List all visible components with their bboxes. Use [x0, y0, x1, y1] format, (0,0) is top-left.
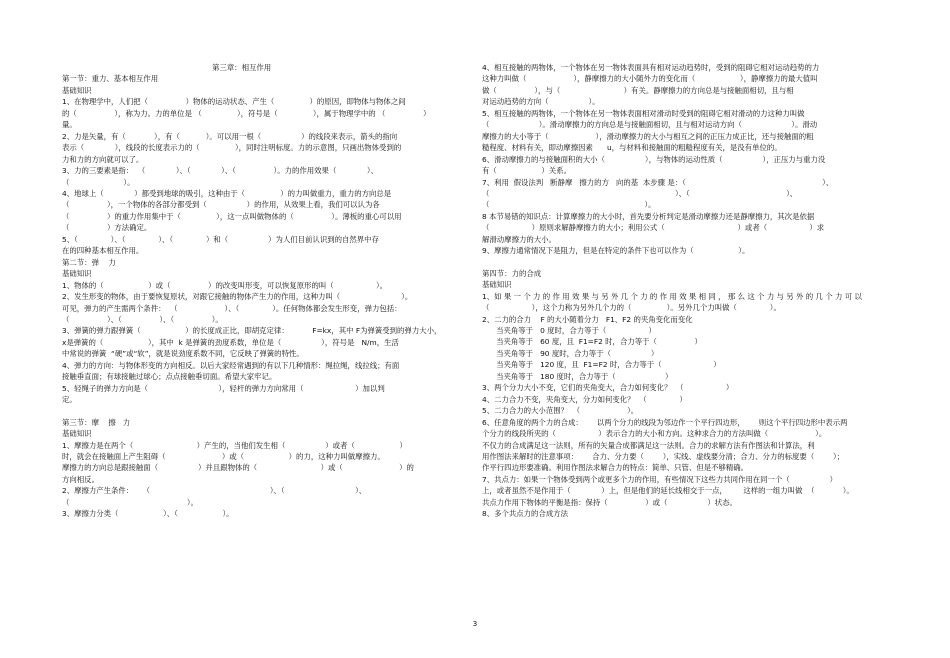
text-line: 力和力的方向就可以了。 [62, 154, 144, 164]
left-column [62, 62, 472, 520]
text-line: 接触垂直面；有球接触过球心；点点接触垂切面。希望大家牢记。 [62, 372, 277, 382]
text-line: 基础知识 [62, 429, 92, 439]
text-line: （ ）、（ ）、（ ）。 [62, 314, 223, 324]
text-line: 做（ ），与（ ）有关。静摩擦力的方向总是与接触面相切，且与相 [482, 85, 794, 95]
text-line: 当夹角等于 0 度时，合力等于（ ） [482, 325, 656, 335]
text-line: 上，或者虽然不是作用于（ ）上，但是他们的延长线相交于一点， 这样的一组力叫做 （ ）。 [482, 486, 854, 496]
text-line: 中常说的弹簧 “硬”或“软”，就是说劲度系数不同，它反映了弹簧的特性。 [62, 349, 304, 359]
text-line: 2、力是矢量，有（ ），有（ ）。可以用一根（ ）的线段来表示，箭头的指向 [62, 131, 398, 141]
text-line: 2、二力的合力 F 的大小随着分力 F1、F2 的夹角变化而变化 [482, 314, 693, 324]
text-line: 这种力叫做（ ），静摩擦力的大小随外力的变化而（ ），静摩擦力的最大值叫 [482, 74, 818, 84]
text-line: 量。 [62, 120, 77, 130]
text-line: 个分力的线段所夹的（ ）表示合力的大小和方向。这种求合力的方法叫做（ ）。 [482, 429, 827, 439]
text-line: 8、多个共点力的合成方法 [482, 509, 569, 519]
text-line: 第一节：重力、基本相互作用 [62, 74, 159, 84]
text-line: 作平行四边形要准确。利用作图法求解合力的特点：简单、只管、但是不够精确。 [482, 463, 749, 473]
text-line: 第四节：力的合成 [482, 268, 542, 278]
text-line: 3、力的三要素是指： （ ）、（ ）、（ ）。力的作用效果（ ）、 [62, 166, 378, 176]
text-line: 7、共点力：如果一个物体受到两个或更多个力的作用，有些情况下这些力共同作用在同一个（ ） [482, 474, 838, 484]
text-line: 3、摩擦力分类（ ）、（ ）。 [62, 509, 234, 519]
text-line: 第二节：弹 力 [62, 257, 116, 267]
text-line: （ ）原则求解静摩擦力的大小；利用公式（ ）或者（ ）求 [482, 223, 825, 233]
text-line: 当夹角等于 90 度时，合力等于（ ） [482, 348, 659, 358]
chapter-title: 第三章：相互作用 [212, 63, 272, 72]
page-number: 3 [472, 620, 478, 628]
text-line: 用作图法来解时的注意事项： 合力、分力要（ ），实线、虚线要分清；合力、分力的标度要（ ）； [482, 451, 845, 461]
text-line: x是弹簧的（ ），其中 k 是弹簧的劲度系数，单位是（ ），符号是 N/m，生活 [62, 337, 399, 347]
text-line: 5、轻绳子的弹力方向是（ ），轻杆的弹力方向常用（ ）加以判 [62, 383, 385, 393]
text-line: 5、二力合力的大小范围？ （ ）。 [482, 406, 639, 416]
text-line: 4、相互接触的两物体，一个物体在另一物体表面具有相对运动趋势时，受到的阻碍它相对运动趋势的力 [482, 63, 820, 72]
text-line: （ ），一个物体的各部分都受到（ ）的作用，从效果上看，我们可以认为各 [62, 200, 380, 210]
text-line: 4、地球上（ ）都受到地球的吸引，这种由于（ ）的力叫做重力，重力的方向总是 [62, 188, 392, 198]
text-line: 1、物体的（ ）或（ ）的改变叫形变，可以恢复原形的叫（ ）。 [62, 280, 388, 290]
text-line: 第三节：摩 擦 力 [62, 417, 131, 427]
text-line: 基础知识 [62, 269, 92, 279]
text-line: 4、弹力的方向：与物体形变的方向相反。以后大家经常遇到的有以下几种情形：绳拉绳，线拉线；有面 [62, 360, 400, 370]
text-line: （ ）。滑动摩擦力的方向总是与接触面相切，且与相对运动方向（ ）。滑动 [482, 120, 818, 130]
text-line: （ ）。 [62, 177, 135, 187]
text-line: （ ）方法确定。 [62, 223, 152, 233]
text-line: 6、滑动摩擦力的与接触面积的大小（ ），与物体的运动性质（ ），正压力与重力没 [482, 154, 826, 164]
text-line: 糙程度、材料有关，即动摩擦因素 u，与材料和接触面的粗糙程度有关，是没有单位的。 [482, 143, 782, 153]
text-line: （ ），这个力称为另外几个力的（ ）。另外几个力叫做（ ）。 [482, 303, 781, 313]
text-line: 2、发生形变的物体，由于要恢复原状，对跟它接触的物体产生力的作用，这种力叫（ ）。 [62, 292, 413, 302]
text-line: 对运动趋势的方向（ ）。 [482, 97, 600, 107]
text-line: 9、摩擦力通常情况下是阻力，但是在特定的条件下也可以作为（ ）。 [482, 246, 750, 256]
text-line: 5、（ ）、（ ）、（ ）和（ ）为人们目前认识到的自然界中存 [62, 234, 379, 244]
text-line: 当夹角等于 120 度，且 F1=F2 时，合力等于（ ） [482, 360, 721, 370]
text-line: （ ）、（ ）、 [482, 188, 798, 198]
text-line: 定。 [62, 395, 77, 405]
text-line: （ ）的重力作用集中于（ ），这一点叫做物体的（ ）。薄板的重心可以用 [62, 211, 402, 221]
spacer [482, 257, 892, 268]
right-column [482, 62, 892, 520]
text-line: （ ）。 [62, 497, 198, 507]
text-line: 基础知识 [62, 85, 92, 95]
text-line: 可见，弹力的产生需两个条件： （ ）、（ ）。任何物体都会发生形变，弹力包括： [62, 303, 402, 313]
text-line: 有（ ）关系。 [482, 166, 571, 176]
text-line: 2、摩擦力产生条件： （ ）、（ ）、 [62, 486, 367, 496]
text-line: 在的四种基本相互作用。 [62, 246, 144, 256]
text-line: 基础知识 [482, 280, 512, 290]
text-line: 5、相互接触的两物体，一个物体在另一物体表面相对滑动时受到的阻碍它相对滑动的力这种力叫做 [482, 108, 805, 118]
text-line: 1、摩擦力是在两个（ ）产生的，当他们发生相（ ）或者（ ） [62, 440, 407, 450]
text-line: 表示（ ），线段的长度表示力的（ ），同时注明标度。力的示意图，只画出物体受到的 [62, 143, 402, 153]
text-line: 方向相反。 [62, 474, 99, 484]
text-line: 1、在物理学中，人们把（ ）物体的运动状态、产生（ ）的原因，即物体与物体之间 [62, 97, 406, 107]
text-line: 3、两个分力大小不变，它们的夹角变大，合力如何变化？ （ ） [482, 383, 734, 393]
text-line: 6、任意角度的两个力的合成： 以两个分力的线段为邻边作一个平行四边形， 则这个平行四边形中表示两 [482, 417, 848, 427]
text-line: 1、如 果 一 个 力 的 作 用 效 果 与 另 外 几 个 力 的 作 用 效 果 相 同 ， 那 么 这 个 力 与 另 外 的 几 个 力 可 以 [482, 291, 862, 301]
text-line: 7、利用 假设法判 断静摩 擦力的方 向的基 本步骤 是：（ ）、 [482, 177, 834, 187]
text-line: 摩擦力的大小等于（ ），滑动摩擦力的大小与相互之间的正压力成正比，还与接触面的粗 [482, 131, 814, 141]
text-line: 不仅力的合成满足这一法则，所有的矢量合成都满足这一法则。合力的求解方法有作图法和计算法，利 [482, 440, 815, 450]
text-line: 共点力作用下物体的平衡是指：保持（ ）或（ ）状态。 [482, 497, 737, 507]
text-line: 的（ ），称为力。力的单位是 （ ），符号是（ ），属于物理学中的 （ ） [62, 108, 431, 118]
text-line: 3、弹簧的弹力跟弹簧（ ）的长度成正比，即胡克定律： F=kx，其中 F为弹簧受到的弹力大小， [62, 326, 442, 336]
text-line: 8 本节易错的知识点：计算摩擦力的大小时，首先要分析判定是滑动摩擦力还是静摩擦力，其次是依据 [482, 211, 815, 221]
text-line: 4、二力合力不变，夹角变大，分力如何变化？ （ ） [482, 394, 687, 404]
text-line: 摩擦力的方向总是跟接触面（ ）并且跟物体的（ ）或（ ）的 [62, 463, 414, 473]
text-line: （ ）。 [482, 200, 656, 210]
text-line: 当夹角等于 60 度，且 F1=F2 时，合力等于（ ） [482, 337, 702, 347]
text-line: 当夹角等于 180 度时，合力等于（ ） [482, 371, 673, 381]
text-line: 解滑动摩擦力的大小。 [482, 234, 556, 244]
spacer [62, 406, 472, 417]
text-line: 时，就会在接触面上产生阻碍（ ）或（ ）的力，这种力叫做摩擦力。 [62, 451, 385, 461]
